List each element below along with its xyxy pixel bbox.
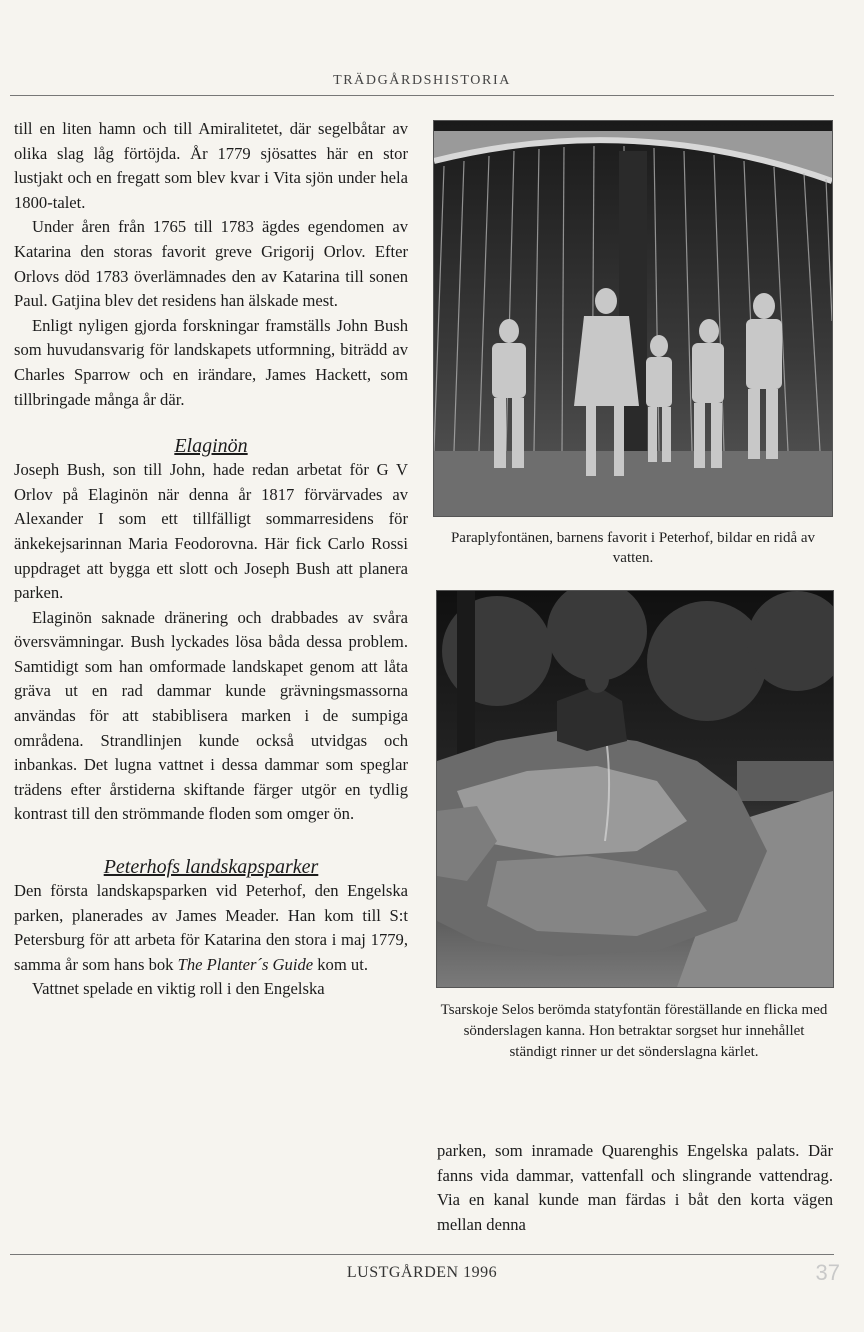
paragraph: Enligt nyligen gjorda forskningar framställs John Bush som huvudansvarig för landskapets utformning, biträdd av Charles Sparrow och en irändare, James Hackett, som tillbringade många år där. <box>14 315 408 409</box>
footer-rule <box>10 1254 834 1255</box>
running-footer: LUSTGÅRDEN 1996 <box>346 1264 498 1281</box>
paragraph: Under åren från 1765 till 1783 ägdes egendomen av Katarina den storas favorit greve Grigorij Orlov. Efter Orlovs död 1783 överlämnades den av Katarina till sonen Paul. Gatjina blev det residens han älskade mest. <box>14 217 408 311</box>
statue-fountain-photo <box>436 590 834 988</box>
left-text-column <box>14 117 408 1002</box>
paragraph: Elaginön saknade dränering och drabbades av svåra översvämningar. Bush lyckades lösa båda dessa problem. Samtidigt som han omformade landskapet genom att låta gräva ut en rad dammar kunde grävningsmassorna användas för att stabiblisera marken i de sumpiga områdena. Strandlinjen kunde också utvidgas och inbankas. Det lugna vattnet i dessa dammar som speglar trädens efter årstiderna skiftande färger utgör en tydlig kontrast till den strömmande floden som omger ön. <box>14 607 408 824</box>
umbrella-fountain-photo <box>433 120 833 517</box>
figure-caption: Paraplyfontänen, barnens favorit i Peterhof, bildar en ridå av vatten. <box>450 530 816 566</box>
figure-caption: Tsarskoje Selos berömda statyfontän föreställande en flicka med sönderslagen kanna. Hon betraktar sorgset hur innehållet ständigt rinner ur det sönderslagna kärlet. <box>440 1002 828 1060</box>
header-rule <box>10 95 834 96</box>
paragraph-text: kom ut. <box>313 954 368 974</box>
paragraph: Joseph Bush, son till John, hade redan arbetat för G V Orlov på Elaginön när denna år 1817 förvärvades av Alexander I som ett tillfälligt sommarresidens för änkekejsarinnan Maria Feodorovna. Här fick Carlo Rossi uppdraget att bygga ett slott och Joseph Bush att planera parken. <box>14 460 408 603</box>
paragraph: parken, som inramade Quarenghis Engelska palats. Där fanns vida dammar, vattenfall och slingrande vattendrag. Via en kanal kunde man färdas i båt den korta vägen mellan denna <box>437 1141 833 1234</box>
page-number: 37 <box>815 1260 840 1285</box>
book-title: The Planter´s Guide <box>177 954 314 974</box>
paragraph: till en liten hamn och till Amiralitetet, där segelbåtar av olika slag låg förtöjda. År 1779 sjösattes här en stor lustjakt och en fregatt som blev kvar i Vita sjön under hela 1800-talet. <box>14 119 408 212</box>
running-header: TRÄDGÅRDSHISTORIA <box>333 73 511 88</box>
paragraph: Vattnet spelade en viktig roll i den Engelska <box>32 979 325 999</box>
section-heading-elaginon: Elaginön <box>174 435 248 458</box>
section-heading-peterhof: Peterhofs landskapsparker <box>103 856 319 879</box>
right-text-column <box>437 1139 833 1237</box>
paragraph-text: Den första landskapsparken vid Peterhof, den Engelska parken, planerades av James Meader. Han kom till S:t Petersburg för att arbeta för Katarina den stora i maj 1779, samma år som hans bok <box>14 881 408 974</box>
paragraph <box>14 879 408 977</box>
